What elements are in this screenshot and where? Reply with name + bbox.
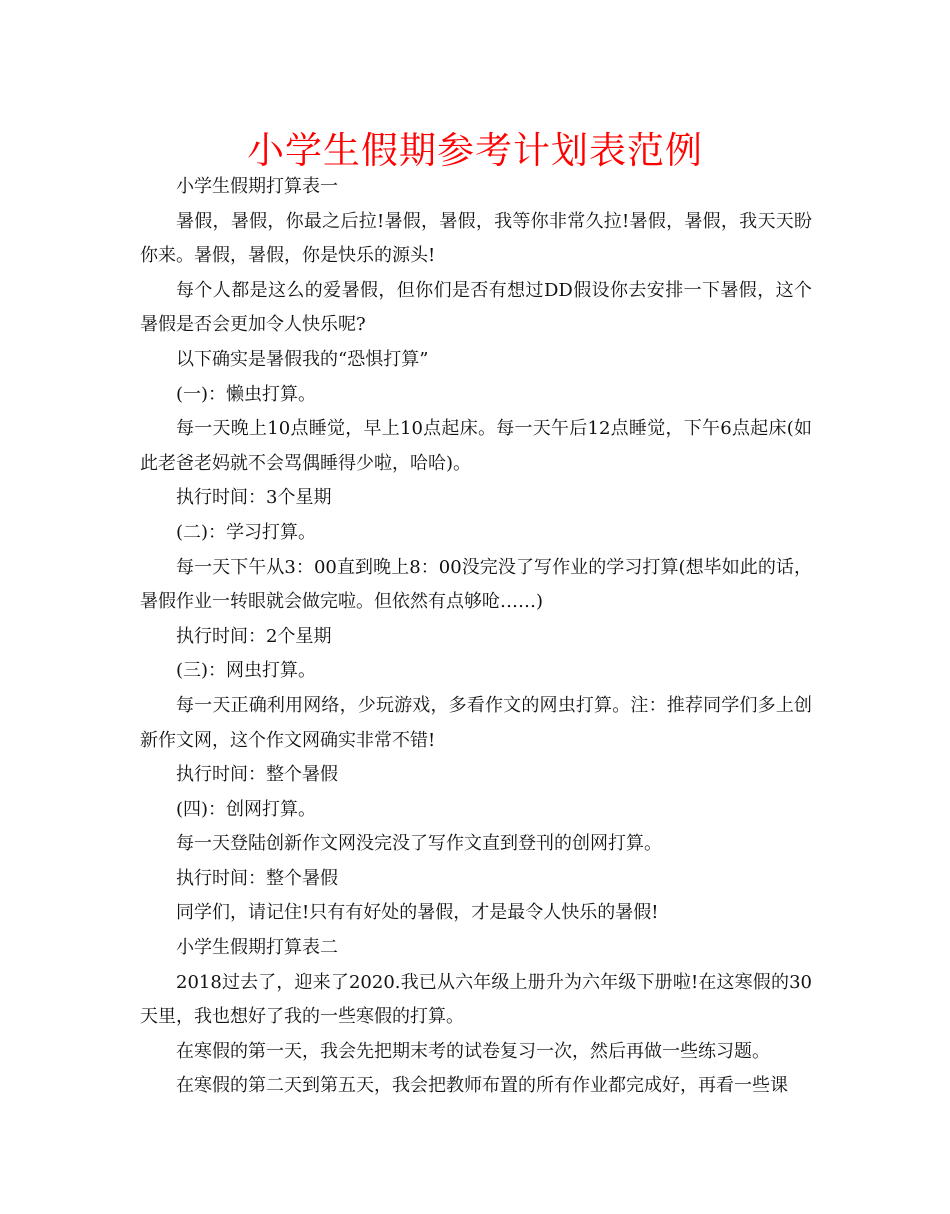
paragraph: 执行时间：整个暑假 [176,867,338,889]
paragraph: 每一天登陆创新作文网没完没了写作文直到登刊的创网打算。 [176,833,662,855]
paragraph: 暑假，暑假，你最之后拉!暑假，暑假，我等你非常久拉!暑假，暑假，我天天盼你来。暑假，暑假，你是快乐的源头! [140,210,812,267]
paragraph: 执行时间：3个星期 [176,487,332,509]
paragraph: 在寒假的第二天到第五天，我会把教师布置的所有作业都完成好，再看一些课 [176,1075,788,1097]
paragraph: (二)：学习打算。 [176,521,317,543]
paragraph: 每一天晚上10点睡觉，早上10点起床。每一天午后12点睡觉，下午6点起床(如此老爸老妈就不会骂偶睡得少啦，哈哈)。 [140,418,812,474]
paragraph: 同学们，请记住!只有有好处的暑假，才是最令人快乐的暑假! [176,902,659,924]
document-body [140,170,812,1104]
paragraph: 每个人都是这么的爱暑假，但你们是否有想过DD假设你去安排一下暑假，这个暑假是否会更加令人快乐呢? [140,279,812,336]
paragraph: 每一天正确利用网络，少玩游戏，多看作文的网虫打算。注：推荐同学们多上创新作文网，这个作文网确实非常不错! [140,694,812,751]
paragraph: 2018过去了，迎来了2020.我已从六年级上册升为六年级下册啦!在这寒假的30天里，我也想好了我的一些寒假的打算。 [140,971,812,1028]
paragraph: (四)：创网打算。 [176,798,317,820]
paragraph: 执行时间：2个星期 [176,625,332,647]
paragraph: 以下确实是暑假我的“恐惧打算” [176,348,429,370]
paragraph: 每一天下午从3：00直到晚上8：00没完没了写作业的学习打算(想毕如此的话，暑假作业一转眼就会做完啦。但依然有点够呛……) [140,556,812,613]
paragraph: 在寒假的第一天，我会先把期末考的试卷复习一次，然后再做一些练习题。 [176,1040,770,1062]
paragraph: 执行时间：整个暑假 [176,764,338,786]
paragraph: (一)：懒虫打算。 [176,383,317,405]
document-title: 小学生假期参考计划表范例 [247,129,703,172]
paragraph: (三)：网虫打算。 [176,660,317,682]
paragraph: 小学生假期打算表一 [176,176,338,197]
paragraph: 小学生假期打算表二 [176,937,338,959]
